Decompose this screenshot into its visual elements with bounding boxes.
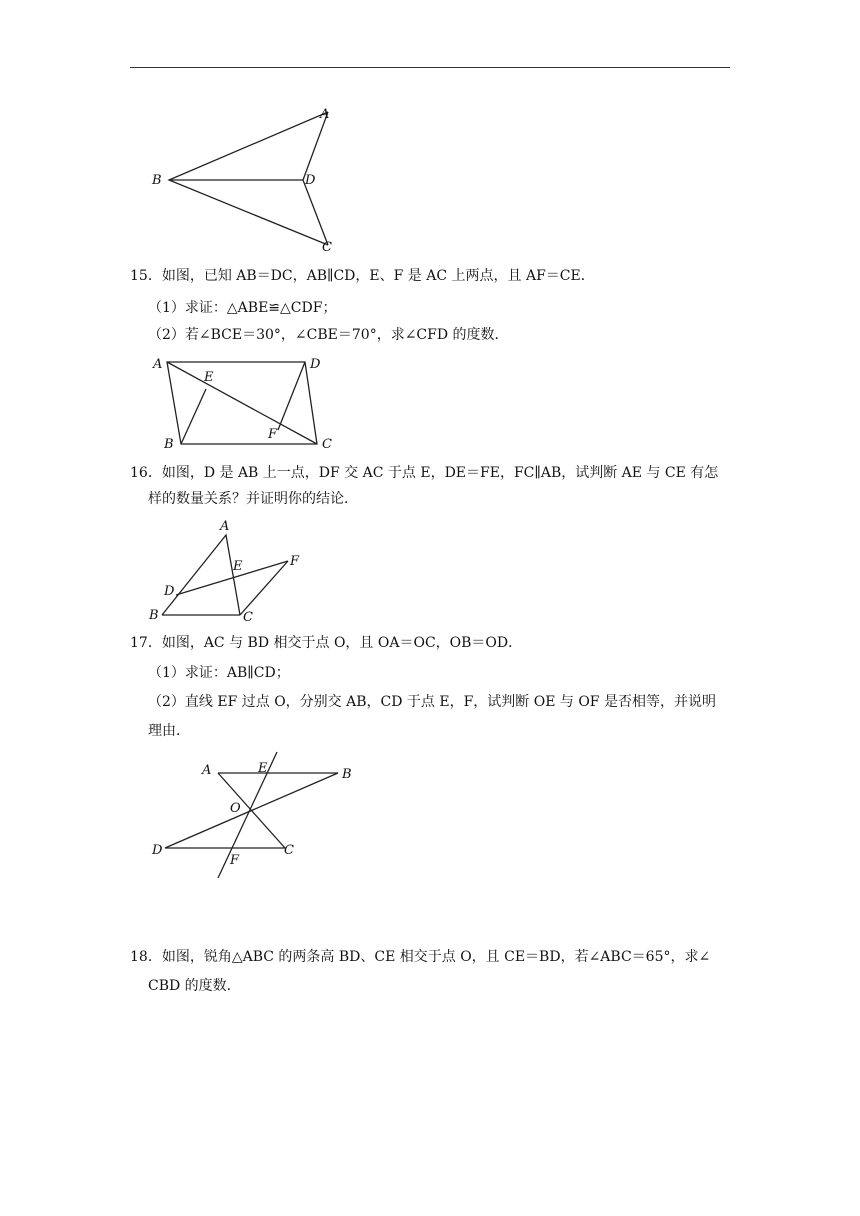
fig14-label-a: A <box>320 107 330 122</box>
fig15-label-f: F <box>268 427 278 442</box>
q17-part1: （1）求证：AB∥CD； <box>148 665 290 681</box>
fig17-label-b: B <box>342 767 352 782</box>
q16-stem-line2: 样的数量关系？并证明你的结论． <box>148 491 358 507</box>
fig15-diagonal-ac <box>167 362 317 444</box>
q17-part2-line2: 理由． <box>148 723 190 739</box>
q15-stem: 15．如图，已知 AB＝DC，AB∥CD，E、F 是 AC 上两点，且 AF＝CE． <box>130 268 595 284</box>
fig17-label-a: A <box>202 763 212 778</box>
q15-part2: （2）若∠BCE＝30°，∠CBE＝70°，求∠CFD 的度数． <box>148 327 509 343</box>
fig15-label-b: B <box>164 437 174 452</box>
q16-stem-line1: 16．如图，D 是 AB 上一点，DF 交 AC 于点 E，DE＝FE，FC∥AB，试判断 AE 与 CE 有怎 <box>130 465 719 481</box>
fig14-label-c: C <box>322 240 332 255</box>
fig16-label-f: F <box>290 554 300 569</box>
fig17-label-e: E <box>258 761 268 776</box>
fig15-label-c: C <box>322 437 332 452</box>
fig15-label-d: D <box>310 357 321 372</box>
fig16-sides-ab-ac <box>162 535 240 615</box>
header-rule <box>130 67 730 68</box>
figure-17 <box>150 750 370 885</box>
q18-stem-line2: CBD 的度数． <box>148 978 241 994</box>
q18-stem-line1: 18．如图，锐角△ABC 的两条高 BD、CE 相交于点 O，且 CE＝BD，若∠ABC＝65°，求∠ <box>130 949 711 965</box>
fig16-label-d: D <box>164 584 175 599</box>
fig14-label-d: D <box>305 173 316 188</box>
q17-stem: 17．如图，AC 与 BD 相交于点 O，且 OA＝OC，OB＝OD． <box>130 635 523 651</box>
fig16-label-b: B <box>149 608 159 623</box>
fig16-label-a: A <box>220 519 230 534</box>
fig17-line-ef <box>218 752 277 878</box>
fig15-label-e: E <box>204 370 214 385</box>
fig17-label-f: F <box>230 853 240 868</box>
q15-part1: （1）求证：△ABE≌△CDF； <box>148 300 337 316</box>
fig15-segment-df <box>278 362 305 430</box>
fig14-label-b: B <box>152 173 162 188</box>
fig15-segment-be <box>181 389 206 444</box>
fig16-label-e: E <box>233 559 243 574</box>
fig16-label-c: C <box>243 610 253 625</box>
figure-16 <box>140 515 320 625</box>
fig17-label-o: O <box>230 801 241 816</box>
fig16-segment-fc <box>240 561 288 615</box>
figure-14 <box>140 100 360 260</box>
fig17-segment-db <box>165 773 338 848</box>
figure-15 <box>150 352 350 452</box>
fig17-label-d: D <box>152 843 163 858</box>
fig15-label-a: A <box>153 357 163 372</box>
q17-part2-line1: （2）直线 EF 过点 O，分别交 AB，CD 于点 E，F，试判断 OE 与 OF 是否相等，并说明 <box>148 694 716 710</box>
fig17-label-c: C <box>284 843 294 858</box>
